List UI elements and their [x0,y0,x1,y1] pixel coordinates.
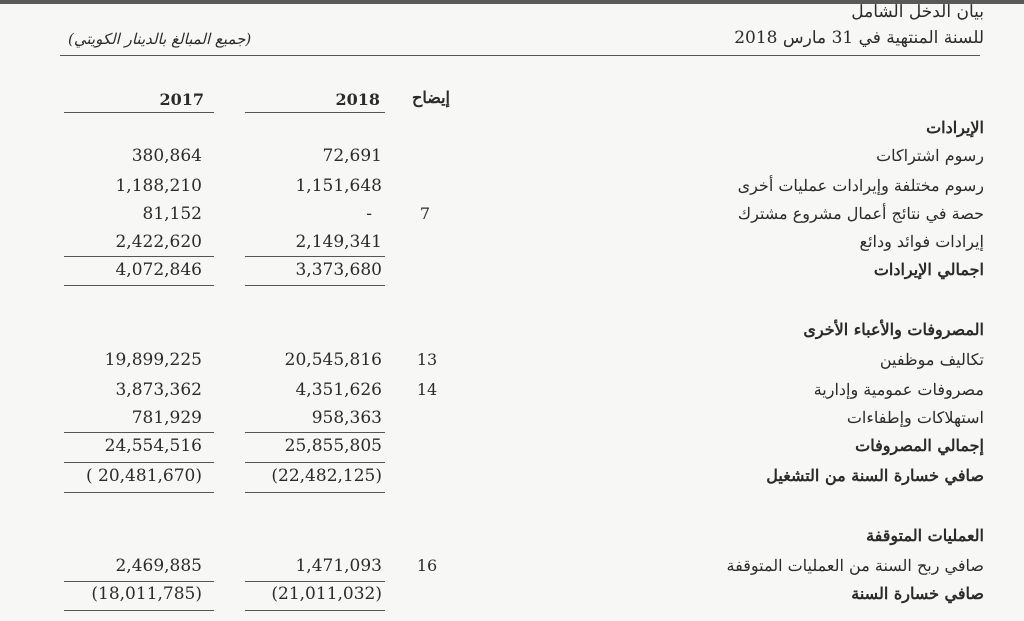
subtotal-rule-2018 [245,581,385,582]
section-revenue: الإيرادات [926,118,984,137]
row-label: استهلاكات وإطفاءات [846,408,984,427]
net-loss-2018: (21,011,032) [271,584,382,604]
note-ref: 7 [419,204,431,223]
total-expenses-2018: 25,855,805 [284,436,382,456]
row-label: رسوم اشتراكات [876,146,984,165]
col-underline-2018 [245,112,385,113]
net-loss-2017: (18,011,785) [91,584,202,604]
subtotal-rule-2017 [64,432,214,433]
row-label: تكاليف موظفين [879,350,984,369]
note-ref: 13 [416,350,438,369]
statement-title: بيان الدخل الشامل [851,2,984,22]
value-2017: 781,929 [131,408,202,428]
subtotal-rule-2017 [64,256,214,257]
value-2018: - [366,204,372,224]
row-label: مصروفات عمومية وإدارية [813,380,984,399]
currency-note: (جميع المبالغ بالدينار الكويتي) [68,30,252,48]
value-2018: 2,149,341 [295,232,382,252]
value-2017: 3,873,362 [115,380,202,400]
section-expenses: المصروفات والأعباء الأخرى [803,320,984,339]
total-rule-2018 [245,285,385,286]
value-2018: 958,363 [311,408,382,428]
net-loss-label: صافي خسارة السنة [851,584,984,603]
value-2017: 380,864 [131,146,202,166]
total-revenue-2017: 4,072,846 [115,260,202,280]
col-header-2018: 2018 [335,90,380,109]
value-2017: 2,422,620 [115,232,202,252]
col-header-note: إيضاح [412,88,450,107]
row-label: إيرادات فوائد ودائع [859,232,984,251]
total-expenses-2017: 24,554,516 [104,436,202,456]
operating-loss-2017: ( 20,481,670) [85,466,202,486]
total-revenue-2018: 3,373,680 [295,260,382,280]
col-header-2017: 2017 [159,90,204,109]
total-rule-2018 [245,610,385,611]
value-2018: 4,351,626 [295,380,382,400]
subtotal-rule-2017 [64,581,214,582]
subtotal-rule-2018 [245,432,385,433]
operating-loss-2018: (22,482,125) [271,466,382,486]
note-ref: 16 [416,556,438,575]
operating-loss-label: صافي خسارة السنة من التشغيل [766,466,984,485]
value-2018: 20,545,816 [284,350,382,370]
col-underline-2017 [64,112,214,113]
row-label: رسوم مختلفة وإيرادات عمليات أخرى [737,176,984,195]
header-divider [60,55,980,56]
total-rule-2018 [245,492,385,493]
total-rule-2017 [64,285,214,286]
value-2017: 2,469,885 [115,556,202,576]
subtotal-rule-2018 [245,256,385,257]
section-discontinued: العمليات المتوقفة [866,526,984,545]
value-2018: 72,691 [322,146,382,166]
total-rule-2017 [64,492,214,493]
value-2018: 1,471,093 [295,556,382,576]
value-2018: 1,151,648 [295,176,382,196]
total-rule-2018 [245,462,385,463]
row-label: حصة في نتائج أعمال مشروع مشترك [737,204,984,223]
total-rule-2017 [64,462,214,463]
total-expenses-label: إجمالي المصروفات [855,436,984,455]
value-2017: 1,188,210 [115,176,202,196]
total-rule-2017 [64,610,214,611]
value-2017: 81,152 [142,204,202,224]
row-label: صافي ربح السنة من العمليات المتوقفة [726,556,984,575]
statement-period: للسنة المنتهية في 31 مارس 2018 [734,28,984,48]
note-ref: 14 [416,380,438,399]
value-2017: 19,899,225 [104,350,202,370]
total-revenue-label: اجمالي الإيرادات [873,260,984,279]
